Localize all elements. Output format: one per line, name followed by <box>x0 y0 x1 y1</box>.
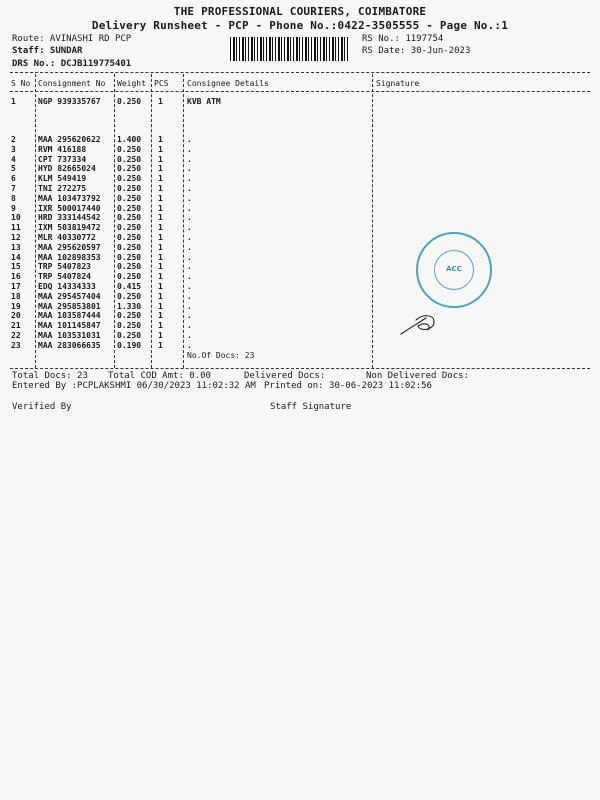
row-sno: 13 <box>11 242 21 252</box>
row-weight: 0.250 <box>117 213 142 223</box>
row-sno: 22 <box>11 331 21 340</box>
rs-number: RS No.: 1197754 <box>362 34 444 44</box>
row-sno: 12 <box>11 233 21 242</box>
row-sno: 21 <box>11 321 21 331</box>
no-of-docs: No.Of Docs: 23 <box>187 351 255 360</box>
row-pcs: 1 <box>158 301 163 311</box>
table-row <box>0 311 600 321</box>
row-consignee: . <box>187 174 192 184</box>
col-head-weight: Weight <box>117 79 146 88</box>
row-consignment-no: KLM 549419 <box>38 174 87 184</box>
row-sno: 8 <box>11 193 16 203</box>
col-head-consignee: Consignee Details <box>187 79 269 88</box>
row-sno: 6 <box>11 174 16 184</box>
row-pcs: 1 <box>158 144 163 154</box>
row-consignee: . <box>187 301 192 311</box>
table-row <box>0 204 600 214</box>
row-consignment-no: IXM 503819472 <box>38 223 101 233</box>
row-weight: 0.250 <box>117 242 142 252</box>
row-pcs: 1 <box>158 331 163 340</box>
row-consignee: . <box>187 282 192 291</box>
row-consignee: . <box>187 223 192 233</box>
handwritten-signature <box>398 310 444 340</box>
row-consignee: . <box>187 193 192 203</box>
row-weight: 0.250 <box>117 97 142 106</box>
row-sno: 23 <box>11 340 21 350</box>
row-consignee: . <box>187 272 192 282</box>
row-consignee: . <box>187 242 192 252</box>
table-row <box>0 243 600 253</box>
row-sno: 17 <box>11 282 21 291</box>
header-rule <box>10 91 590 92</box>
row-pcs: 1 <box>158 242 163 252</box>
row-consignment-no: MLR 40330772 <box>38 233 96 242</box>
row-consignment-no: MAA 101145847 <box>38 321 101 331</box>
table-row <box>0 262 600 272</box>
row-consignee: . <box>187 291 192 301</box>
row-sno: 16 <box>11 272 21 282</box>
table-row <box>0 331 600 341</box>
row-sno: 19 <box>11 301 21 311</box>
row-pcs: 1 <box>158 203 163 213</box>
row-weight: 0.250 <box>117 203 142 213</box>
row-sno: 1 <box>11 97 16 106</box>
row-sno: 7 <box>11 184 16 193</box>
row-weight: 0.250 <box>117 223 142 233</box>
row-weight: 0.250 <box>117 144 142 154</box>
acc-stamp <box>416 232 492 308</box>
row-consignment-no: MAA 295620622 <box>38 135 101 144</box>
non-delivered-docs: Non Delivered Docs: <box>366 371 469 381</box>
row-consignment-no: MAA 295853801 <box>38 301 101 311</box>
table-row <box>0 253 600 263</box>
row-pcs: 1 <box>158 184 163 193</box>
rs-date: RS Date: 30-Jun-2023 <box>362 46 471 56</box>
row-consignee: . <box>187 262 192 272</box>
runsheet-title: THE PROFESSIONAL COURIERS, COIMBATORE <box>173 5 427 18</box>
row-pcs: 1 <box>158 223 163 233</box>
row-weight: 0.250 <box>117 193 142 203</box>
row-sno: 18 <box>11 291 21 301</box>
row-weight: 0.250 <box>117 252 142 262</box>
table-bottom-rule <box>10 368 590 369</box>
row-pcs: 1 <box>158 233 163 242</box>
row-sno: 20 <box>11 311 21 321</box>
row-consignment-no: HRD 333144542 <box>38 213 101 223</box>
row-weight: 1.330 <box>117 301 142 311</box>
row-pcs: 1 <box>158 321 163 331</box>
row-consignee: . <box>187 184 192 193</box>
col-head-signature: Signature <box>376 79 420 88</box>
delivered-docs: Delivered Docs: <box>244 371 326 381</box>
row-sno: 3 <box>11 144 16 154</box>
col-head-sno: S No <box>11 79 31 88</box>
printed-on: Printed on: 30-06-2023 11:02:56 <box>264 381 432 391</box>
row-consignee: . <box>187 144 192 154</box>
row-pcs: 1 <box>158 193 163 203</box>
row-pcs: 1 <box>158 291 163 301</box>
top-rule <box>10 72 590 73</box>
row-consignment-no: CPT 737334 <box>38 154 87 164</box>
row-weight: 0.190 <box>117 340 142 350</box>
row-weight: 0.250 <box>117 321 142 331</box>
table-row <box>0 223 600 233</box>
row-sno: 15 <box>11 262 21 272</box>
row-consignment-no: IXR 500017440 <box>38 203 101 213</box>
row-weight: 0.250 <box>117 184 142 193</box>
table-row <box>0 174 600 184</box>
row-pcs: 1 <box>158 282 163 291</box>
verified-by: Verified By <box>12 402 72 412</box>
entered-by: Entered By :PCPLAKSHMI 06/30/2023 11:02:32 AM <box>12 381 256 391</box>
row-sno: 2 <box>11 135 16 144</box>
row-sno: 14 <box>11 252 21 262</box>
row-pcs: 1 <box>158 174 163 184</box>
row-pcs: 1 <box>158 252 163 262</box>
staff-label: Staff: SUNDAR <box>12 46 83 56</box>
row-consignment-no: TNI 272275 <box>38 184 87 193</box>
row-pcs: 1 <box>158 311 163 321</box>
row-pcs: 1 <box>158 97 163 106</box>
table-row <box>0 135 600 145</box>
row-consignment-no: MAA 103531031 <box>38 331 101 340</box>
row-pcs: 1 <box>158 213 163 223</box>
row-consignment-no: EDQ 14334333 <box>38 282 96 291</box>
row-pcs: 1 <box>158 272 163 282</box>
table-row <box>0 97 600 107</box>
row-pcs: 1 <box>158 164 163 174</box>
table-row <box>0 341 600 351</box>
row-consignee: . <box>187 164 192 174</box>
table-row <box>0 233 600 243</box>
table-row <box>0 292 600 302</box>
col-head-consignment: Consignment No <box>38 79 106 88</box>
total-docs: Total Docs: 23 <box>12 371 88 381</box>
row-weight: 0.250 <box>117 291 142 301</box>
row-weight: 0.250 <box>117 331 142 340</box>
row-weight: 0.250 <box>117 174 142 184</box>
table-row <box>0 282 600 292</box>
table-row <box>0 321 600 331</box>
row-pcs: 1 <box>158 135 163 144</box>
row-consignment-no: MAA 295457404 <box>38 291 101 301</box>
row-weight: 0.250 <box>117 311 142 321</box>
row-weight: 0.250 <box>117 164 142 174</box>
row-consignee: . <box>187 135 192 144</box>
table-row <box>0 194 600 204</box>
row-consignment-no: TRP 5407823 <box>38 262 91 272</box>
runsheet-subtitle: Delivery Runsheet - PCP - Phone No.:0422-3505555 - Page No.:1 <box>91 19 509 32</box>
row-pcs: 1 <box>158 262 163 272</box>
row-consignment-no: NGP 939335767 <box>38 97 101 106</box>
row-consignee: . <box>187 154 192 164</box>
table-row <box>0 213 600 223</box>
table-row <box>0 302 600 312</box>
col-head-pcs: PCS <box>154 79 169 88</box>
row-consignee: . <box>187 213 192 223</box>
row-weight: 0.250 <box>117 154 142 164</box>
drs-number: DRS No.: DCJB119775401 <box>12 59 132 69</box>
row-consignee: . <box>187 203 192 213</box>
row-consignment-no: RVM 416188 <box>38 144 87 154</box>
row-consignee: . <box>187 233 192 242</box>
row-sno: 4 <box>11 154 16 164</box>
row-weight: 0.250 <box>117 272 142 282</box>
row-weight: 0.250 <box>117 233 142 242</box>
row-sno: 5 <box>11 164 16 174</box>
row-consignment-no: MAA 102898353 <box>38 252 101 262</box>
row-consignment-no: TRP 5407824 <box>38 272 91 282</box>
row-sno: 9 <box>11 203 16 213</box>
stamp-center: ACC <box>434 250 474 290</box>
row-sno: 10 <box>11 213 21 223</box>
row-consignment-no: MAA 283066635 <box>38 340 101 350</box>
row-consignee: KVB ATM <box>187 97 221 106</box>
row-consignment-no: MAA 295620597 <box>38 242 101 252</box>
total-cod-amount: Total COD Amt: 0.00 <box>108 371 211 381</box>
table-row <box>0 272 600 282</box>
row-weight: 0.250 <box>117 262 142 272</box>
row-pcs: 1 <box>158 154 163 164</box>
row-weight: 1.400 <box>117 135 142 144</box>
barcode <box>230 37 350 61</box>
table-row <box>0 145 600 155</box>
row-weight: 0.415 <box>117 282 142 291</box>
row-consignee: . <box>187 252 192 262</box>
row-consignee: . <box>187 340 192 350</box>
row-consignee: . <box>187 331 192 340</box>
table-row <box>0 164 600 174</box>
table-row <box>0 155 600 165</box>
row-consignee: . <box>187 321 192 331</box>
staff-signature: Staff Signature <box>270 402 352 412</box>
row-consignee: . <box>187 311 192 321</box>
route-label: Route: AVINASHI RD PCP <box>12 34 132 44</box>
row-consignment-no: HYD 82665024 <box>38 164 96 174</box>
row-consignment-no: MAA 103587444 <box>38 311 101 321</box>
row-consignment-no: MAA 103473792 <box>38 193 101 203</box>
table-row <box>0 184 600 194</box>
row-sno: 11 <box>11 223 21 233</box>
row-pcs: 1 <box>158 340 163 350</box>
